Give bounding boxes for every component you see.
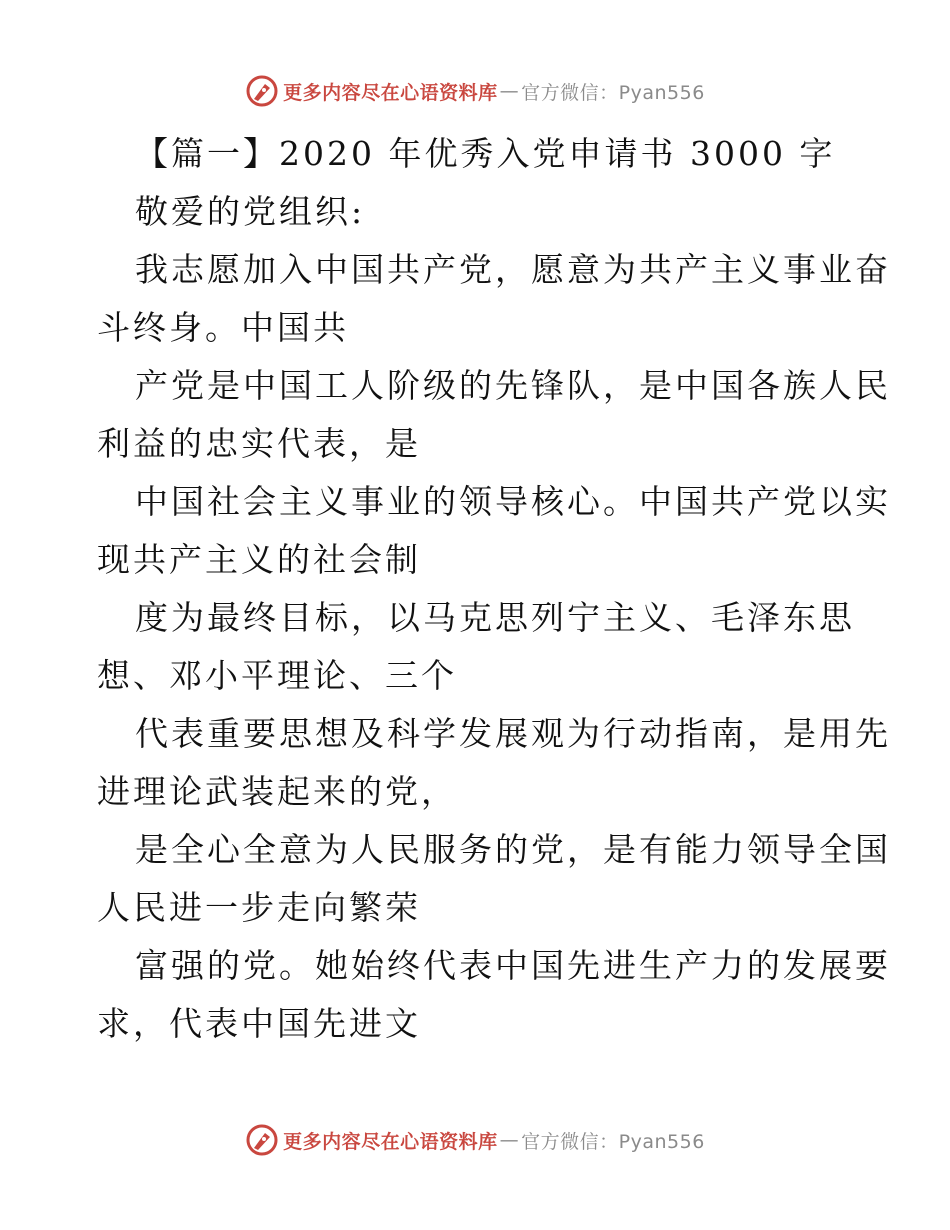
document-body (97, 125, 891, 1053)
footer-watermark (0, 1120, 950, 1160)
pen-nib-circle-icon (245, 74, 279, 108)
watermark-brand-text: 更多内容尽在心语资料库 (283, 1130, 498, 1153)
watermark-contact-text: 官方微信：Pyan556 (521, 81, 705, 104)
salutation: 敬爱的党组织: (135, 192, 366, 231)
paragraph-line: 富强的党。她始终代表中国先进生产力的发展要 (135, 946, 891, 985)
document-title: 【篇一】2020 年优秀入党申请书 3000 字 (135, 134, 836, 173)
paragraph-line: 度为最终目标，以马克思列宁主义、毛泽东思 (135, 598, 855, 637)
watermark-brand-text: 更多内容尽在心语资料库 (283, 81, 498, 104)
paragraph-line: 求，代表中国先进文 (97, 1004, 421, 1043)
paragraph-line: 代表重要思想及科学发展观为行动指南，是用先 (135, 714, 891, 753)
paragraph-line: 利益的忠实代表，是 (97, 424, 421, 463)
paragraph-line: 斗终身。中国共 (97, 308, 349, 347)
paragraph-line: 产党是中国工人阶级的先锋队，是中国各族人民 (135, 366, 891, 405)
paragraph-line: 现共产主义的社会制 (97, 540, 421, 579)
watermark-contact-text: 官方微信：Pyan556 (521, 1130, 705, 1153)
paragraph-line: 进理论武装起来的党， (97, 772, 457, 811)
paragraph-line: 中国社会主义事业的领导核心。中国共产党以实 (135, 482, 891, 521)
paragraph-line: 想、邓小平理论、三个 (97, 656, 457, 695)
watermark-separator: — (499, 1129, 520, 1151)
header-watermark (0, 71, 950, 111)
pen-nib-circle-icon (245, 1123, 279, 1157)
paragraph-line: 我志愿加入中国共产党，愿意为共产主义事业奋 (135, 250, 891, 289)
paragraph-line: 人民进一步走向繁荣 (97, 888, 421, 927)
paragraph-line: 是全心全意为人民服务的党，是有能力领导全国 (135, 830, 891, 869)
watermark-separator: — (499, 80, 520, 102)
